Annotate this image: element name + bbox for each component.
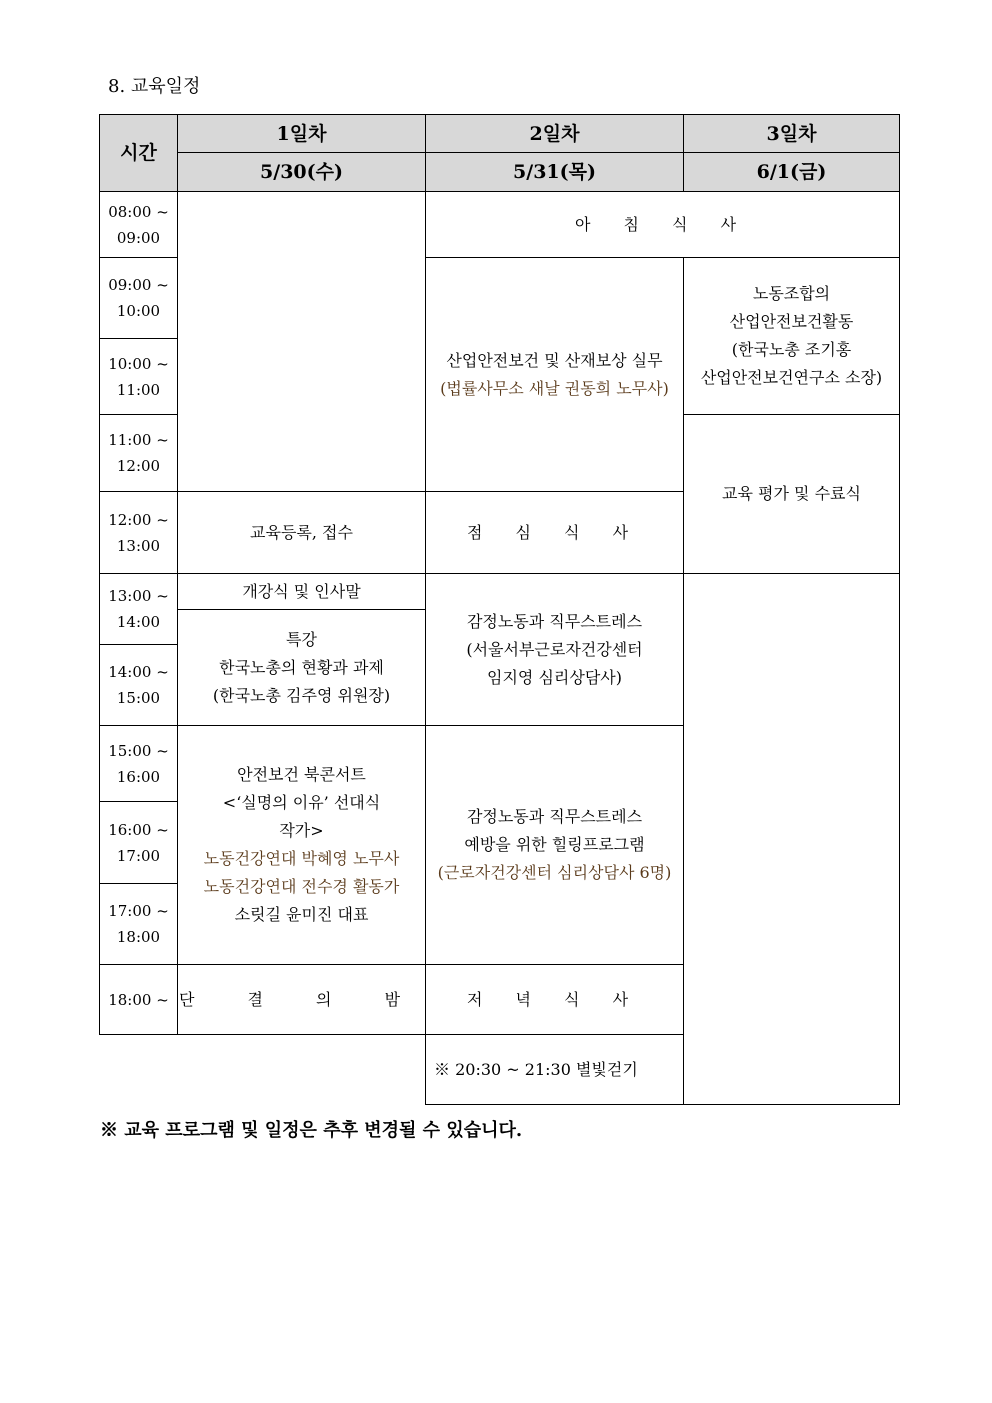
day2-lecture3 (426, 726, 684, 965)
time-slot (100, 415, 178, 492)
time-start: 15:00 ~ (108, 741, 169, 760)
day1-empty-morning (178, 192, 426, 492)
time-slot (100, 492, 178, 574)
time-slot (100, 645, 178, 726)
day1-night: 단 결 의 밤 (178, 965, 426, 1035)
blank (100, 1035, 178, 1105)
day1-book-concert (178, 726, 426, 965)
lecture-subtitle: 산업안전보건활동 (729, 312, 854, 331)
time-end: 17:00 (116, 846, 161, 865)
time-start: 10:00 ~ (108, 354, 169, 373)
day1-opening: 개강식 및 인사말 (178, 574, 426, 610)
time-slot (100, 884, 178, 965)
time-end: 15:00 (116, 689, 161, 707)
day2-lecture1 (426, 258, 684, 492)
night-walk: ※ 20:30 ~ 21:30 별빛걷기 (426, 1035, 684, 1105)
dinner-cell: 저 녁 식 사 (426, 965, 684, 1035)
time-slot (100, 192, 178, 258)
time-end: 09:00 (116, 228, 161, 247)
day1-registration: 교육등록, 접수 (178, 492, 426, 574)
lecture-speaker: (한국노총 김주영 위원장) (212, 685, 391, 705)
schedule-table (99, 114, 900, 1105)
time-end: 13:00 (116, 536, 161, 555)
lunch-cell: 점 심 식 사 (426, 492, 684, 574)
lecture-org: (한국노총 조기홍 (731, 340, 852, 359)
day2-header: 2일차 (426, 115, 684, 153)
day3-lecture (684, 258, 900, 415)
time-start: 16:00 ~ (108, 820, 169, 839)
lecture-title: 특강 (286, 629, 317, 649)
lecture-title: 감정노동과 직무스트레스 (466, 807, 643, 826)
time-start: 17:00 ~ (108, 902, 169, 920)
time-start: 12:00 ~ (108, 510, 169, 529)
time-start: 09:00 ~ (108, 276, 169, 294)
day2-lecture2 (426, 574, 684, 726)
concert-book: <‘실명의 이유’ 선대식 (222, 793, 381, 812)
concert-guest: 소릿길 윤미진 대표 (234, 905, 369, 924)
time-end: 11:00 (116, 380, 161, 399)
time-start: 13:00 ~ (108, 587, 169, 605)
time-slot (100, 965, 178, 1035)
time-end: 18:00 (116, 928, 161, 946)
day1-date: 5/30(수) (178, 153, 426, 192)
time-slot (100, 802, 178, 884)
time-header: 시간 (100, 115, 178, 192)
time-end: 16:00 (116, 767, 161, 786)
footer-note: ※ 교육 프로그램 및 일정은 추후 변경될 수 있습니다. (100, 1120, 523, 1141)
time-start: 14:00 ~ (108, 663, 169, 681)
lecture-speaker: (법률사무소 새날 권동희 노무사) (440, 378, 669, 398)
concert-title: 안전보건 북콘서트 (237, 765, 366, 784)
section-title: 8. 교육일정 (108, 76, 201, 97)
lecture-speaker: 산업안전보건연구소 소장) (700, 368, 883, 387)
day3-closing: 교육 평가 및 수료식 (684, 415, 900, 574)
day1-header: 1일차 (178, 115, 426, 153)
day2-date: 5/31(목) (426, 153, 684, 192)
time-end: 12:00 (116, 457, 161, 475)
lecture-speaker: (근로자건강센터 심리상담사 6명) (437, 863, 672, 882)
time-start: 08:00 ~ (108, 202, 169, 221)
time-slot (100, 258, 178, 339)
time-slot (100, 726, 178, 802)
lecture-subtitle: 예방을 위한 힐링프로그램 (464, 835, 645, 854)
time-slot (100, 339, 178, 415)
lecture-title: 감정노동과 직무스트레스 (466, 611, 643, 631)
lecture-org: (서울서부근로자건강센터 (466, 639, 643, 659)
time-start: 11:00 ~ (108, 431, 169, 449)
day1-special-lecture (178, 610, 426, 726)
concert-author: 작가> (279, 821, 324, 840)
time-start: 18:00 ~ (108, 990, 169, 1009)
time-end: 10:00 (116, 302, 161, 320)
lecture-topic: 한국노총의 현황과 과제 (219, 657, 384, 677)
lecture-speaker: 임지영 심리상담사) (487, 667, 622, 687)
day3-empty-afternoon (684, 574, 900, 1105)
breakfast-cell: 아 침 식 사 (426, 192, 900, 258)
day3-date: 6/1(금) (684, 153, 900, 192)
blank (178, 1035, 426, 1105)
time-end: 14:00 (116, 613, 161, 631)
lecture-title: 노동조합의 (752, 284, 831, 303)
time-slot (100, 574, 178, 645)
day3-header: 3일차 (684, 115, 900, 153)
concert-guest: 노동건강연대 전수경 활동가 (203, 877, 400, 896)
concert-guest: 노동건강연대 박혜영 노무사 (203, 849, 400, 868)
lecture-title: 산업안전보건 및 산재보상 실무 (446, 350, 663, 370)
